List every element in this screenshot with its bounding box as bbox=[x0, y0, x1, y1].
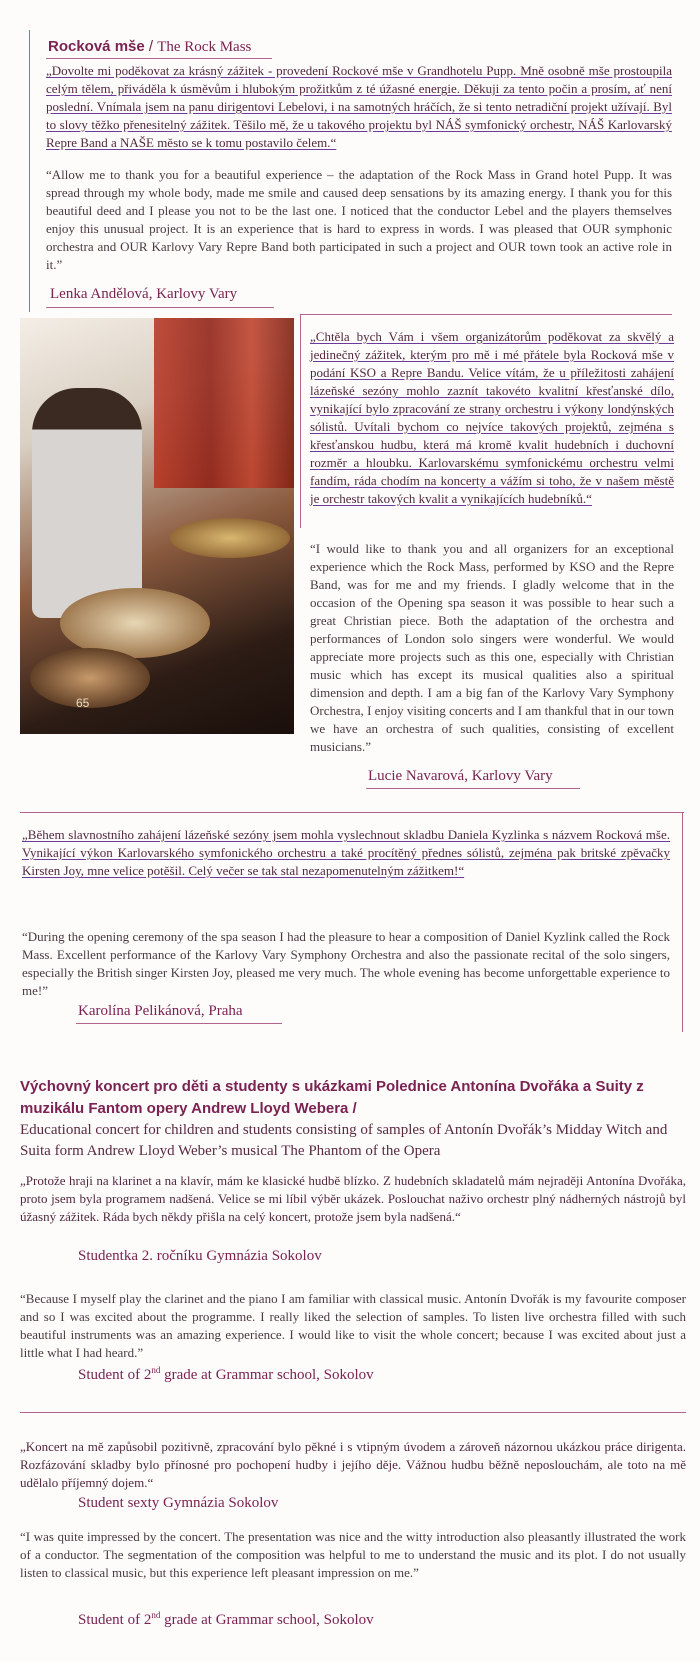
review-author: Lenka Andělová, Karlovy Vary bbox=[50, 286, 238, 302]
section-title-educational-concert-cz: Výchovný koncert pro děti a studenty s ukázkami Polednice Antonína Dvořáka a Suity z muzikálu Fantom opery Andrew Lloyd Webera / bbox=[20, 1078, 644, 1117]
review-text-cz: „Koncert na mě zapůsobil pozitivně, zpracování bylo pěkné i s vtipným úvodem a zároveň názornou ukázkou práce dirigenta. Rozfázování skladby bylo přínosné pro pochopení hudby i jejího děje. Vážnou hudbu běžně neposlouchám, ale toto na mě udělalo příjemný dojem.“ bbox=[20, 1439, 686, 1490]
review-text-en: “I was quite impressed by the concert. The presentation was nice and the witty introduction also pleasantly illustrated the work of a conductor. The segmentation of the composition was helpful to me to understand the music and its plot. I do not usually listen to classical music, but this experience left pleasant impression on me.” bbox=[20, 1529, 686, 1580]
section-rule-top bbox=[300, 314, 672, 315]
photo-drummer bbox=[32, 388, 142, 618]
section-title-rock-mass bbox=[48, 38, 251, 56]
photo-curtain bbox=[154, 318, 294, 488]
author-underline bbox=[366, 788, 580, 789]
review-author-en bbox=[78, 1365, 374, 1384]
title-separator: / bbox=[144, 38, 158, 55]
section-rule-left bbox=[29, 30, 30, 312]
title-cz: Rocková mše bbox=[48, 38, 145, 55]
section-title-educational-concert-en: Educational concert for children and students consisting of samples of Antonín Dvořák’s Midday Witch and Suita form Andrew Lloyd Weber’s musical The Phantom of the Opera bbox=[20, 1122, 668, 1159]
author-underline bbox=[76, 1023, 282, 1024]
review-text-cz: „Dovolte mi poděkovat za krásný zážitek - provedení Rockové mše v Grandhotelu Pupp. Mně osobně mše prostoupila celým tělem, přiváděla k úsměvům i hlubokým prožitkům z té úžasné energie. Děkuji za tento počin a prosím, ať není poslední. Vnímala jsem na panu dirigentovi Lebelovi, i na samotných hráčích, že si tento netradiční projekt užívají. Byl to slovy těžko přenesitelný zážitek. Těšilo mě, že u takového projektu byl NÁŠ symfonický orchestr, NÁŠ Karlovarský Repre Band a NAŠE město se k tomu postavilo čelem.“ bbox=[46, 63, 672, 150]
review-author: Lucie Navarová, Karlovy Vary bbox=[368, 768, 553, 784]
photo-cymbal bbox=[170, 518, 290, 558]
title-underline bbox=[46, 58, 272, 59]
review-author-cz: Student sexty Gymnázia Sokolov bbox=[78, 1495, 279, 1511]
author-ordinal: nd bbox=[151, 1610, 161, 1620]
section-rule-right bbox=[682, 812, 683, 1032]
review-text-en: “Because I myself play the clarinet and the piano I am familiar with classical music. Antonín Dvořák is my favourite composer and so I was excited about the programme. I really liked the selection of samples. To listen live orchestra filled with such beautiful instruments was an amazing experience. I would like to visit the whole concert; because I was excited about just a little what I had heard.” bbox=[20, 1291, 686, 1360]
title-en: The Rock Mass bbox=[157, 39, 252, 55]
drummer-photo bbox=[20, 318, 294, 734]
author-text: Student of 2 bbox=[78, 1612, 152, 1628]
review-author-cz: Studentka 2. ročníku Gymnázia Sokolov bbox=[78, 1248, 322, 1264]
review-author: Karolína Pelikánová, Praha bbox=[78, 1003, 243, 1019]
review-text-cz: „Během slavnostního zahájení lázeňské sezóny jsem mohla vyslechnout skladbu Daniela Kyzlinka s názvem Rocková mše. Vynikající výkon Karlovarského symfonického orchestru a také procítěný přednes sólistů, zejména pak britské zpěvačky Kirsten Joy, mne velice potěšil. Celý večer se tak stal nezapomenutelným zážitkem!“ bbox=[22, 827, 670, 878]
author-text: Student of 2 bbox=[78, 1367, 152, 1383]
review-text-cz: „Protože hraji na klarinet a na klavír, mám ke klasické hudbě blízko. Z hudebních skladatelů mám nejraději Antonína Dvořáka, proto jsem byla programem nadšená. Velice se mi líbil výběr ukázek. Poslouchat naživo orchestr plný nádherných nástrojů byl úžasný zážitek. Ráda bych někdy přišla na celý koncert, protože jsem byla nadšená.“ bbox=[20, 1173, 686, 1224]
review-text-cz: „Chtěla bych Vám i všem organizátorům poděkovat za skvělý a jedinečný zážitek, kterým pro mě i mé přátele byla Rocková mše v podání KSO a Repre Bandu. Velice vítám, že u příležitosti zahájení lázeňské sezóny mohlo zaznít takovéto kvalitní křesťanské dílo, vynikající bylo zpracování ze strany orchestru i výkony londýnských sólistů. Uvítali bychom co nejvíce takových projektů, zejména s křesťanskou hudbu, která má kromě kvalit hudebních i duchovní rozměr a hloubku. Karlovarskému symfonickému orchestru velmi fandím, ráda chodím na koncerty a vážím si toho, že v našem městě je orchestr takových kvalit a vynikajících hudebníků.“ bbox=[310, 329, 674, 506]
review-text-en: “Allow me to thank you for a beautiful experience – the adaptation of the Rock Mass in Grand hotel Pupp. It was spread through my whole body, made me smile and caused deep sensations by its amazing energy. I thank you for this beautiful deed and I please you not to be the last one. I noticed that the conductor Lebel and the players themselves enjoy this unusual project. It is an experience that is hard to express in words. I was pleased that OUR symphonic orchestra and OUR Karlovy Vary Repre Band both participated in such a project and OUR town took an active role in it.” bbox=[46, 167, 672, 272]
review-author-en bbox=[78, 1610, 374, 1629]
author-text-rest: grade at Grammar school, Sokolov bbox=[160, 1612, 374, 1628]
section-rule-top bbox=[20, 812, 684, 813]
review-text-en: “I would like to thank you and all organizers for an exceptional experience which the Rock Mass, performed by KSO and the Repre Band, was for me and my friends. I gladly welcome that in the occasion of the Opening spa season it was possible to hear such a great Christian piece. Both the adaptation of the orchestra and performances of London solo singers were wonderful. We would appreciate more projects such as this one, especially with Christian music which has except its musical qualities also a spiritual dimension and depth. I am a big fan of the Karlovy Vary Symphony Orchestra, I enjoy visiting concerts and I am thankful that in our town we have an orchestra of such qualities, consisting of excellent musicians.” bbox=[310, 541, 674, 754]
review-text-en: “During the opening ceremony of the spa season I had the pleasure to hear a composition of Daniel Kyzlink called the Rock Mass. Excellent performance of the Karlovy Vary Symphony Orchestra and also the passionate recital of the solo singers, especially the British singer Kirsten Joy, pleased me very much. The whole evening has become unforgettable experience to me!” bbox=[22, 929, 670, 998]
photo-drum-2 bbox=[30, 648, 150, 708]
author-underline bbox=[46, 307, 274, 308]
section-rule-side bbox=[300, 314, 301, 528]
section-divider bbox=[20, 1412, 686, 1413]
author-ordinal: nd bbox=[151, 1365, 161, 1375]
page-number: 65 bbox=[76, 696, 90, 710]
author-text-rest: grade at Grammar school, Sokolov bbox=[160, 1367, 374, 1383]
